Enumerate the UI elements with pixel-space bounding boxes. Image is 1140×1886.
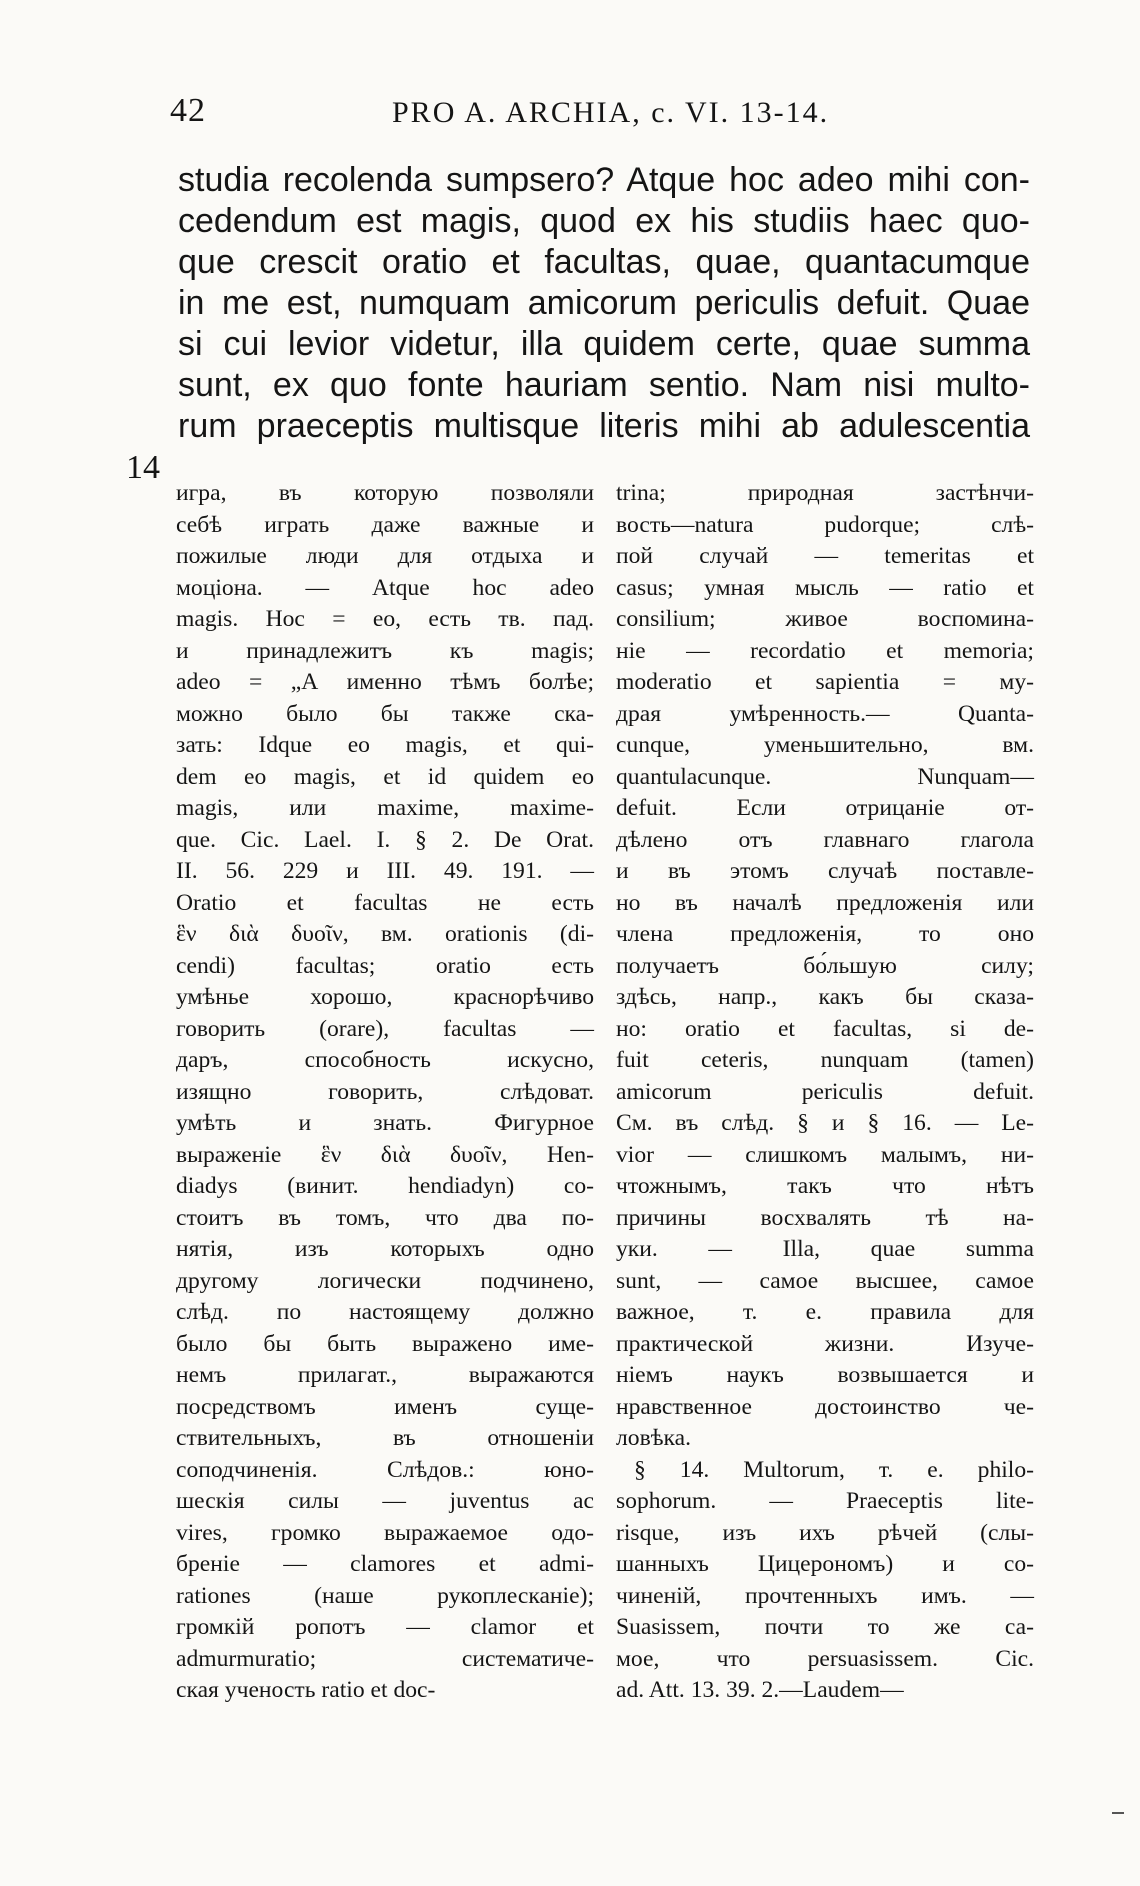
commentary-line: sophorum. — Praeceptis lite- <box>616 1488 1034 1514</box>
commentary-line: шанныхъ Цицерономъ) и со- <box>616 1551 1034 1577</box>
edge-mark <box>1112 1812 1124 1814</box>
commentary-line: уки. — Illa, quae summa <box>616 1236 1034 1262</box>
commentary-line: причины восхвалять тѣ на- <box>616 1204 1034 1231</box>
running-head: PRO A. ARCHIA, c. VI. 13-14. <box>392 96 830 129</box>
commentary-line: важное, т. е. правила для <box>616 1299 1034 1325</box>
commentary-line: мое, что persuasissem. Cic. <box>616 1645 1034 1672</box>
commentary-line: ствительныхъ, въ отношеніи <box>176 1425 594 1451</box>
commentary-line: fuit ceteris, nunquam (tamen) <box>616 1047 1034 1073</box>
commentary-line: бреніе — clamores et admi- <box>176 1551 594 1577</box>
main-text-line: rum praeceptis multisque literis mihi ab adulescentia <box>178 407 1030 445</box>
main-text-line: si cui levior videtur, illa quidem certe, quae summa <box>178 325 1030 363</box>
commentary-line: можно было бы также ска- <box>176 700 594 727</box>
main-text-line: que crescit oratio et facultas, quae, quantacumque <box>178 243 1030 281</box>
commentary-line: стоитъ въ томъ, что два по- <box>176 1204 594 1231</box>
commentary-line: trina; природная застѣнчи- <box>616 480 1034 506</box>
commentary-line: ская ученость ratio et doc- <box>176 1677 436 1703</box>
section-margin-number: 14 <box>126 449 160 486</box>
commentary-line: См. въ слѣд. § и § 16. — Le- <box>616 1110 1034 1136</box>
commentary-right-column <box>616 478 1034 1707</box>
commentary-line: magis, или maxime, maxime- <box>176 795 594 821</box>
commentary-line: здѣсь, напр., какъ бы сказа- <box>616 984 1034 1010</box>
commentary-line: cendi) facultas; oratio есть <box>176 952 594 979</box>
commentary-line: члена предложенія, то оно <box>616 921 1034 947</box>
commentary-line: практической жизни. Изуче- <box>616 1330 1034 1357</box>
commentary-line: но: oratio et facultas, si de- <box>616 1015 1034 1042</box>
commentary-line: чиненій, прочтенныхъ имъ. — <box>616 1582 1034 1609</box>
commentary-line: себѣ играть даже важные и <box>176 511 594 538</box>
commentary-line: adeo = „А именно тѣмъ болѣе; <box>176 669 594 695</box>
commentary-line: que. Cic. Lael. I. § 2. De Orat. <box>176 826 594 853</box>
commentary-line: ad. Att. 13. 39. 2.—Laudem— <box>616 1677 904 1703</box>
main-text-line: in me est, numquam amicorum periculis defuit. Quae <box>178 284 1030 322</box>
commentary-line: немъ прилагат., выражаются <box>176 1362 594 1388</box>
commentary-line: vires, громко выражаемое одо- <box>176 1519 594 1546</box>
page-number: 42 <box>170 92 206 129</box>
commentary-line: нравственное достоинство че- <box>616 1393 1034 1420</box>
commentary-line: посредствомъ именъ суще- <box>176 1393 594 1420</box>
commentary-line: rationes (наше рукоплесканіе); <box>176 1582 594 1609</box>
commentary-line: quantulacunque. Nunquam— <box>616 763 1034 790</box>
commentary-line: и принадлежитъ къ magis; <box>176 637 594 664</box>
commentary-line: получаетъ бо́льшую силу; <box>616 952 1034 979</box>
commentary-line: casus; умная мысль — ratio et <box>616 574 1034 601</box>
main-text-line: sunt, ex quo fonte hauriam sentio. Nam nisi multo- <box>178 366 1030 404</box>
commentary-line: cunque, уменьшительно, вм. <box>616 732 1034 758</box>
commentary-line: пожилые люди для отдыха и <box>176 543 594 569</box>
commentary-line: было бы быть выражено име- <box>176 1330 594 1357</box>
commentary-line: vior — слишкомъ малымъ, ни- <box>616 1141 1034 1168</box>
page-header <box>170 92 1020 132</box>
commentary-line: говорить (orare), facultas — <box>176 1015 594 1042</box>
commentary-line: § 14. Multorum, т. е. philo- <box>634 1456 1034 1483</box>
commentary-line: пой случай — temeritas et <box>616 543 1034 569</box>
commentary-line: вость—natura pudorque; слѣ- <box>616 511 1034 538</box>
commentary-line: но въ началѣ предложенія или <box>616 889 1034 916</box>
commentary-line: ніемъ наукъ возвышается и <box>616 1362 1034 1388</box>
commentary-line: умѣть и знать. Фигурное <box>176 1110 594 1136</box>
commentary-line: sunt, — самое высшее, самое <box>616 1267 1034 1294</box>
commentary-line: дѣлено отъ главнаго глагола <box>616 826 1034 853</box>
commentary-line: ловѣка. <box>616 1425 691 1451</box>
commentary-line: II. 56. 229 и III. 49. 191. — <box>176 858 594 884</box>
commentary-line: игра, въ которую позволяли <box>176 480 594 506</box>
commentary-line: consilium; живое воспомина- <box>616 606 1034 632</box>
commentary-line: magis. Hoc = eo, есть тв. пад. <box>176 606 594 632</box>
commentary-line: моціона. — Atque hoc adeo <box>176 574 594 601</box>
commentary-line: зать: Idque eo magis, et qui- <box>176 732 594 758</box>
commentary-left-column <box>176 478 594 1707</box>
commentary-line: чтожнымъ, такъ что нѣтъ <box>616 1173 1034 1199</box>
commentary-line: admurmuratio; систематиче- <box>176 1645 594 1672</box>
commentary-line: ніе — recordatio et memoria; <box>616 637 1034 664</box>
commentary-line: даръ, способность искусно, <box>176 1047 594 1073</box>
commentary-line: другому логически подчинено, <box>176 1267 594 1294</box>
commentary-line: amicorum periculis defuit. <box>616 1078 1034 1105</box>
commentary-line: шескія силы — juventus ac <box>176 1488 594 1514</box>
commentary-line: ἓν διὰ δυοῖν, вм. orationis (di- <box>176 921 594 947</box>
main-text-line: cedendum est magis, quod ex his studiis haec quo- <box>178 202 1030 240</box>
commentary-line: громкій ропотъ — clamor et <box>176 1614 594 1640</box>
latin-main-text <box>126 160 1030 486</box>
commentary-line: Oratio et facultas не есть <box>176 889 594 916</box>
commentary-line: moderatio et sapientia = му- <box>616 669 1034 695</box>
commentary-line: драя умѣренность.— Quanta- <box>616 700 1034 727</box>
commentary-line: diadys (винит. hendiadyn) со- <box>176 1173 594 1199</box>
commentary-line: Suasissem, почти то же са- <box>616 1614 1034 1640</box>
commentary-line: dem eo magis, et id quidem eo <box>176 763 594 790</box>
commentary-line: defuit. Если отрицаніе от- <box>616 795 1034 821</box>
commentary-line: слѣд. по настоящему должно <box>176 1299 594 1325</box>
commentary-line: соподчиненія. Слѣдов.: юно- <box>176 1456 594 1483</box>
commentary-line: risque, изъ ихъ рѣчей (слы- <box>616 1519 1034 1546</box>
commentary-line: выраженіе ἓν διὰ δυοῖν, Hen- <box>176 1141 594 1168</box>
main-text-line: studia recolenda sumpsero? Atque hoc adeo mihi con- <box>178 161 1030 199</box>
commentary-line: умѣнье хорошо, краснорѣчиво <box>176 984 594 1010</box>
commentary-line: изящно говорить, слѣдоват. <box>176 1078 594 1105</box>
commentary-line: нятія, изъ которыхъ одно <box>176 1236 594 1262</box>
commentary-line: и въ этомъ случаѣ поставле- <box>616 858 1034 884</box>
